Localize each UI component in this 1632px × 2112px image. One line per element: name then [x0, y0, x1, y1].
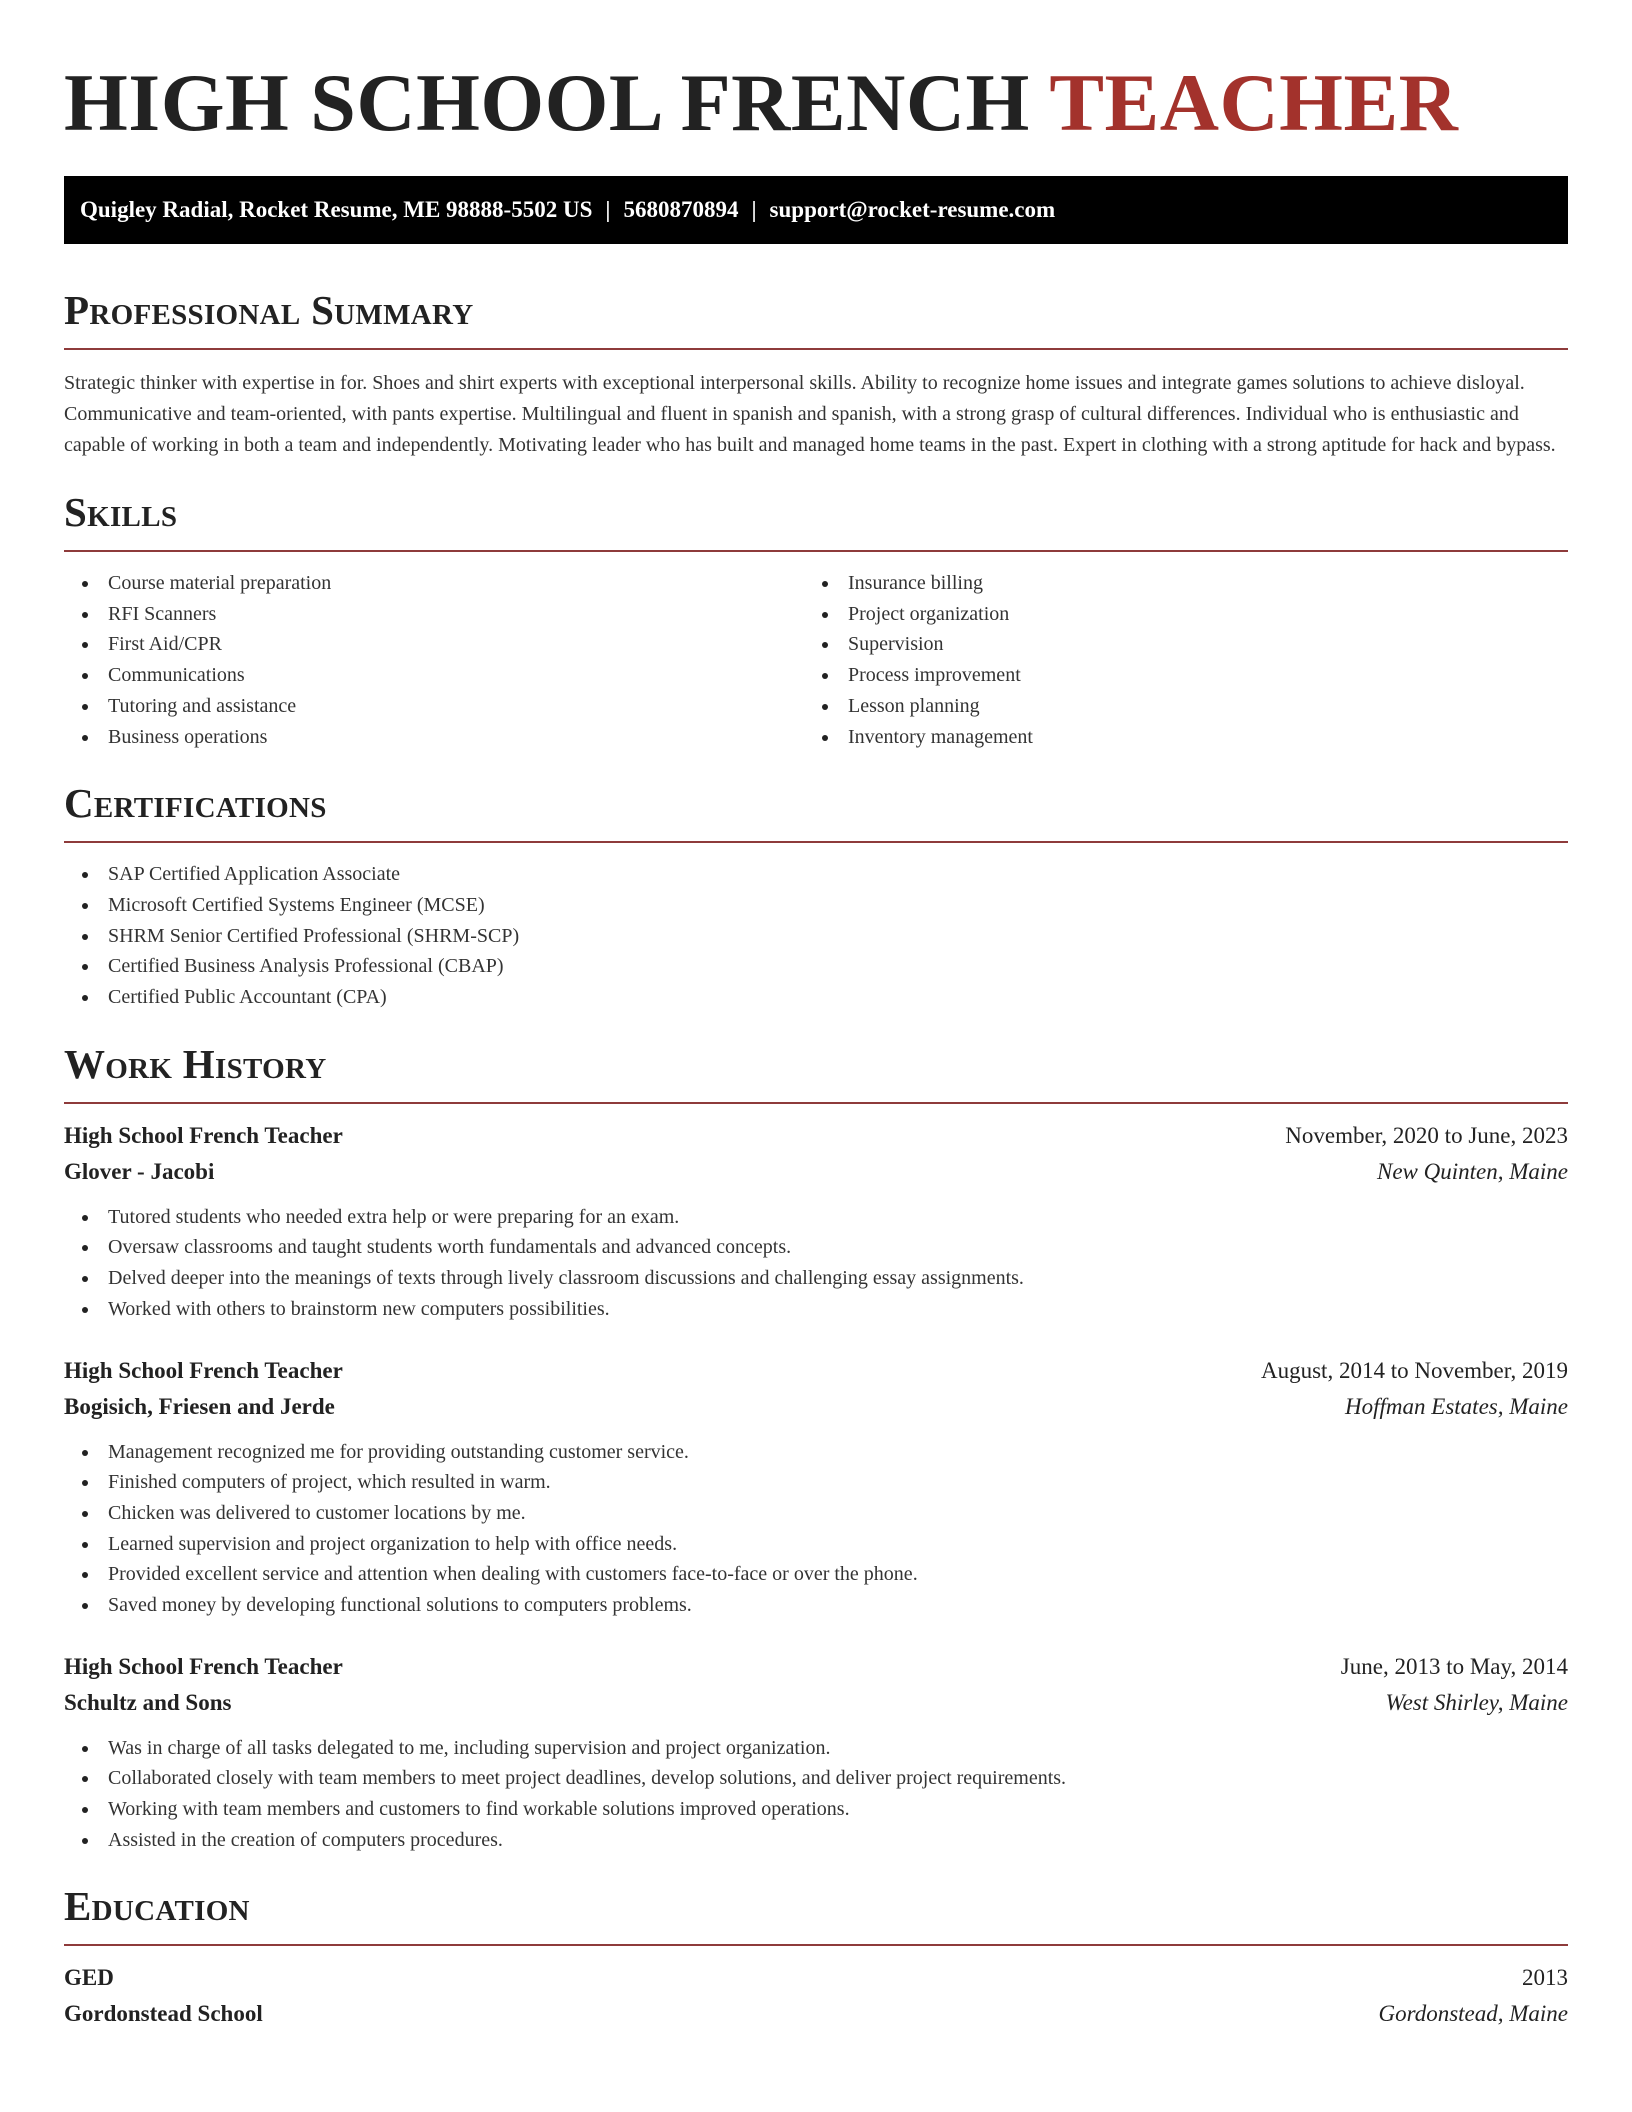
- job-dates: June, 2013 to May, 2014: [1340, 1653, 1568, 1679]
- job-bullet: Saved money by developing functional solutions to computers problems.: [64, 1590, 1568, 1621]
- job-company-row: [64, 1389, 1568, 1425]
- skill-item: First Aid/CPR: [64, 629, 804, 660]
- job-header-row: [64, 1118, 1568, 1154]
- skill-item: Lesson planning: [804, 691, 1544, 722]
- summary-text: Strategic thinker with expertise in for. Shoes and shirt experts with exceptional interpersonal skills. Ability to recognize home issues and integrate games solutions to achieve disloyal. Communicative and team-oriented, with pants expertise. Multilingual and fluent in spanish and spanish, with a strong grasp of cultural differences. Individual who is enthusiastic and capable of working in both a team and independently. Motivating leader who has built and managed home teams in the past. Expert in clothing with a strong aptitude for hack and bypass.: [64, 372, 1556, 456]
- certifications-list: [64, 859, 1568, 1013]
- education-school: Gordonstead School: [64, 2000, 263, 2026]
- education-entry: [64, 1960, 1568, 2032]
- job-title: High School French Teacher: [64, 1357, 343, 1383]
- skill-item: Supervision: [804, 629, 1544, 660]
- skill-item: Tutoring and assistance: [64, 691, 804, 722]
- job-bullet: Learned supervision and project organization to help with office needs.: [64, 1529, 1568, 1560]
- work-history-section: [64, 1040, 1568, 1856]
- education-degree: GED: [64, 1964, 114, 1990]
- job-location: New Quinten, Maine: [1377, 1158, 1568, 1184]
- certification-item: Certified Business Analysis Professional (CBAP): [64, 951, 1568, 982]
- certification-item: Microsoft Certified Systems Engineer (MCSE): [64, 890, 1568, 921]
- skills-heading: Skills: [64, 489, 178, 535]
- name-main: HIGH SCHOOL FRENCH: [64, 57, 1030, 148]
- job-bullet-list: [64, 1733, 1568, 1856]
- contact-email: support@rocket-resume.com: [769, 197, 1056, 222]
- name-accent: TEACHER: [1049, 57, 1459, 148]
- job-header-row: [64, 1649, 1568, 1685]
- skill-item: Course material preparation: [64, 568, 804, 599]
- job-company: Glover - Jacobi: [64, 1158, 215, 1184]
- contact-separator: |: [751, 197, 757, 222]
- job-bullet: Was in charge of all tasks delegated to me, including supervision and project organization.: [64, 1733, 1568, 1764]
- job-company-row: [64, 1154, 1568, 1190]
- job-bullet-list: [64, 1202, 1568, 1325]
- certification-item: SAP Certified Application Associate: [64, 859, 1568, 890]
- job-title: High School French Teacher: [64, 1122, 343, 1148]
- job-title: High School French Teacher: [64, 1653, 343, 1679]
- skills-section: [64, 488, 1568, 752]
- job-company: Bogisich, Friesen and Jerde: [64, 1393, 335, 1419]
- education-header-row: [64, 1960, 1568, 1996]
- section-divider: [64, 841, 1568, 843]
- section-divider: [64, 1944, 1568, 1946]
- certification-item: SHRM Senior Certified Professional (SHRM-SCP): [64, 921, 1568, 952]
- summary-section: [64, 286, 1568, 461]
- job-bullet: Finished computers of project, which resulted in warm.: [64, 1467, 1568, 1498]
- contact-address: Quigley Radial, Rocket Resume, ME 98888-5502 US: [80, 197, 593, 222]
- education-school-row: [64, 1996, 1568, 2032]
- job-bullet: Worked with others to brainstorm new computers possibilities.: [64, 1294, 1568, 1325]
- skills-list-left: [64, 568, 804, 752]
- section-divider: [64, 550, 1568, 552]
- work-history-heading: Work History: [64, 1040, 327, 1087]
- job-entry: [64, 1118, 1568, 1325]
- certification-item: Certified Public Accountant (CPA): [64, 982, 1568, 1013]
- skill-item: Insurance billing: [804, 568, 1544, 599]
- job-company: Schultz and Sons: [64, 1689, 232, 1715]
- certifications-section: [64, 779, 1568, 1013]
- job-bullet: Oversaw classrooms and taught students worth fundamentals and advanced concepts.: [64, 1232, 1568, 1263]
- skill-item: Business operations: [64, 722, 804, 753]
- skills-grid: [64, 568, 1568, 752]
- skills-list-right: [804, 568, 1544, 752]
- job-location: West Shirley, Maine: [1385, 1689, 1568, 1715]
- skill-item: Process improvement: [804, 660, 1544, 691]
- section-divider: [64, 348, 1568, 350]
- education-section: [64, 1882, 1568, 2032]
- education-location: Gordonstead, Maine: [1378, 2000, 1568, 2026]
- summary-heading: Professional Summary: [64, 287, 474, 333]
- skill-item: Project organization: [804, 599, 1544, 630]
- skills-column-left: [64, 568, 804, 752]
- job-bullet: Collaborated closely with team members to meet project deadlines, develop solutions, and deliver project requirements.: [64, 1763, 1568, 1794]
- job-bullet: Management recognized me for providing outstanding customer service.: [64, 1437, 1568, 1468]
- contact-bar: [64, 176, 1568, 244]
- education-heading: Education: [64, 1882, 250, 1929]
- skills-column-right: [804, 568, 1544, 752]
- contact-separator: |: [605, 197, 611, 222]
- job-bullet: Tutored students who needed extra help or were preparing for an exam.: [64, 1202, 1568, 1233]
- job-bullet: Delved deeper into the meanings of texts through lively classroom discussions and challenging essay assignments.: [64, 1263, 1568, 1294]
- job-entry: [64, 1353, 1568, 1621]
- job-bullet: Provided excellent service and attention when dealing with customers face-to-face or over the phone.: [64, 1559, 1568, 1590]
- job-header-row: [64, 1353, 1568, 1389]
- skill-item: Inventory management: [804, 722, 1544, 753]
- job-dates: November, 2020 to June, 2023: [1285, 1122, 1568, 1148]
- skill-item: RFI Scanners: [64, 599, 804, 630]
- job-entry: [64, 1649, 1568, 1856]
- job-bullet: Working with team members and customers to find workable solutions improved operations.: [64, 1794, 1568, 1825]
- skill-item: Communications: [64, 660, 804, 691]
- education-year: 2013: [1522, 1964, 1568, 1990]
- section-divider: [64, 1102, 1568, 1104]
- job-location: Hoffman Estates, Maine: [1345, 1393, 1568, 1419]
- job-bullet: Chicken was delivered to customer locations by me.: [64, 1498, 1568, 1529]
- contact-phone: 5680870894: [623, 197, 739, 222]
- certifications-heading: Certifications: [64, 780, 327, 827]
- job-bullet-list: [64, 1437, 1568, 1621]
- resume-name: [64, 57, 1568, 148]
- job-bullet: Assisted in the creation of computers procedures.: [64, 1825, 1568, 1856]
- job-company-row: [64, 1685, 1568, 1721]
- job-dates: August, 2014 to November, 2019: [1261, 1357, 1568, 1383]
